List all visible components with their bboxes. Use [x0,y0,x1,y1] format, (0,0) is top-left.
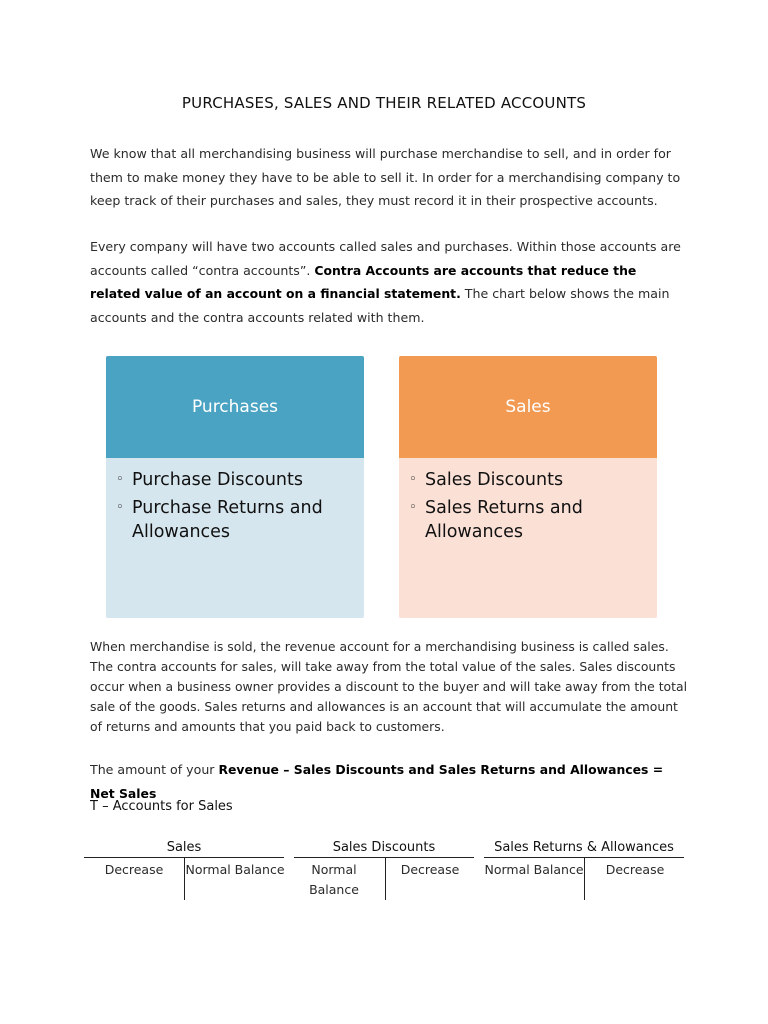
t-accounts-heading: T – Accounts for Sales [90,799,233,814]
t-account-sales-returns [484,840,684,900]
t-account-left-side: Decrease [104,862,164,877]
bullet-icon: ◦ [116,500,124,515]
t-account-right-side: Decrease [605,862,665,877]
sales-explanation-paragraph: When merchandise is sold, the revenue account for a merchandising business is called sales. The contra accounts for sales, will take away from the total value of the sales. Sales discounts occur when a business owner provides a discount to the buyer and will take away from the total sale of the goods. Sales returns and allowances is an account that will accumulate the amount of returns and amounts that you paid back to customers. [90,639,688,734]
list-item-label: Purchase Returns and Allowances [132,498,323,542]
bullet-icon: ◦ [409,472,417,487]
contra-chart-note: The chart below shows the main accounts and the contra accounts related with them. [90,286,670,325]
formula-intro: The amount of your [90,762,219,777]
purchases-box [106,356,364,618]
t-account-sales [84,840,284,900]
page-title: PURCHASES, SALES AND THEIR RELATED ACCOUNTS [181,94,587,112]
t-account-title: Sales [166,840,202,855]
contra-definition: Contra Accounts are accounts that reduce the related value of an account on a financial statement. [90,262,637,301]
contra-intro-text: Every company will have two accounts called sales and purchases. Within those accounts are accounts called “contra accounts”. [90,239,681,278]
list-item [116,496,364,544]
t-account-body [84,858,284,900]
purchases-heading: Purchases [106,356,364,458]
sales-heading: Sales [399,356,657,458]
t-account-body [294,858,474,900]
list-item [409,468,657,492]
list-item [409,496,657,544]
bullet-icon: ◦ [116,472,124,487]
t-account-right-side: Normal Balance [185,862,285,877]
formula-text: Revenue – Sales Discounts and Sales Returns and Allowances = Net Sales [90,762,664,801]
purchases-contra-list [106,458,364,544]
t-account-title: Sales Returns & Allowances [494,840,674,855]
list-item [116,468,364,492]
net-sales-formula [90,758,690,805]
list-item-label: Sales Discounts [425,470,564,490]
t-account-body [484,858,684,900]
t-account-sales-discounts [294,840,474,900]
sales-box [399,356,657,618]
t-account-left-side: Normal Balance [484,862,584,877]
intro-paragraph: We know that all merchandising business will purchase merchandise to sell, and in order for them to make money they have to be able to sell it. In order for a merchandising company to keep track of their purchases and sales, they must record it in their prospective accounts. [90,146,681,208]
list-item-label: Purchase Discounts [132,470,303,490]
list-item-label: Sales Returns and Allowances [425,498,583,542]
t-account-left-side: Normal Balance [309,862,359,897]
contra-accounts-paragraph [90,235,690,329]
bullet-icon: ◦ [409,500,417,515]
t-account-right-side: Decrease [400,862,460,877]
t-account-title: Sales Discounts [332,840,436,855]
sales-contra-list [399,458,657,544]
